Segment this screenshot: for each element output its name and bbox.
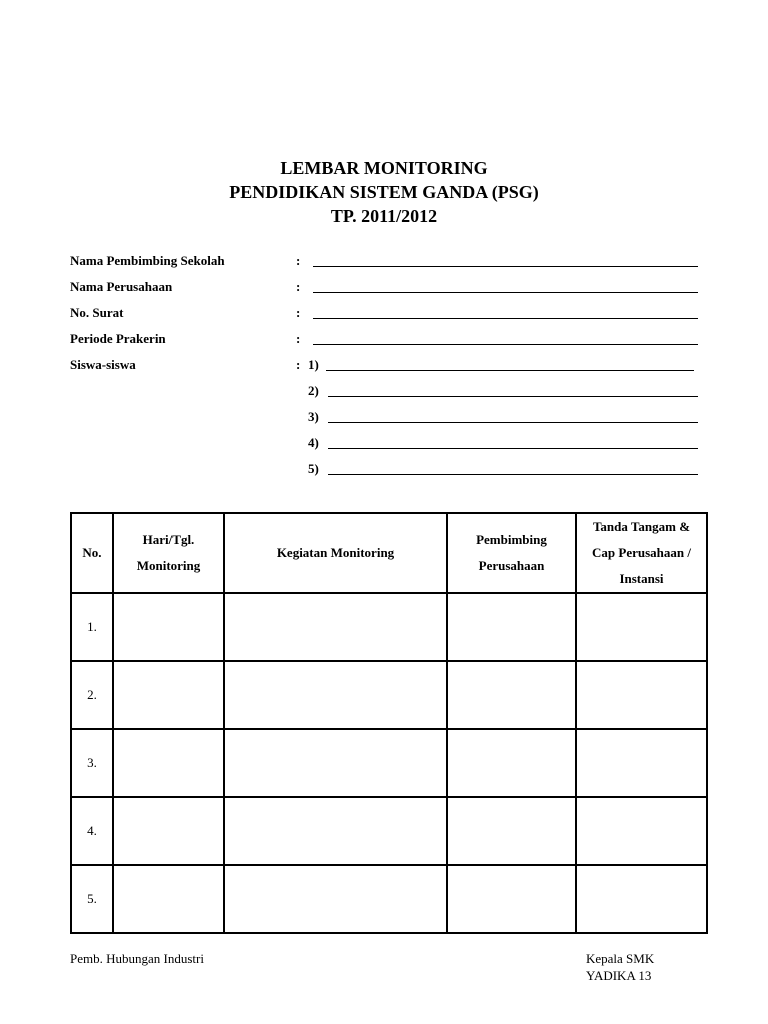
table-header-row bbox=[71, 513, 707, 593]
document-subtitle: PENDIDIKAN SISTEM GANDA (PSG) bbox=[229, 182, 539, 202]
cell-hari-tgl[interactable] bbox=[113, 729, 224, 797]
siswa-number: 1) bbox=[308, 357, 319, 372]
signature-hubungan-industri: Pemb. Hubungan Industri bbox=[70, 951, 204, 966]
column-header-pembimbing: Pembimbing Perusahaan bbox=[447, 513, 576, 593]
academic-year: TP. 2011/2012 bbox=[330, 206, 438, 226]
siswa-number: 5) bbox=[308, 461, 319, 476]
table-row bbox=[71, 661, 707, 729]
cell-pembimbing[interactable] bbox=[447, 865, 576, 933]
colon: : bbox=[296, 305, 301, 320]
cell-tanda-tangan[interactable] bbox=[576, 797, 707, 865]
document-title: LEMBAR MONITORING bbox=[280, 158, 488, 178]
column-header-tanda-tangan: Tanda Tangam & Cap Perusahaan / Instansi bbox=[576, 513, 707, 593]
siswa-line-4[interactable] bbox=[328, 448, 698, 449]
colon: : bbox=[296, 357, 301, 372]
siswa-number: 3) bbox=[308, 409, 319, 424]
monitoring-table bbox=[70, 512, 708, 934]
column-header-no: No. bbox=[71, 513, 113, 593]
cell-kegiatan[interactable] bbox=[224, 729, 447, 797]
cell-pembimbing[interactable] bbox=[447, 797, 576, 865]
colon: : bbox=[296, 253, 301, 268]
row-number: 3. bbox=[71, 729, 113, 797]
cell-hari-tgl[interactable] bbox=[113, 661, 224, 729]
colon: : bbox=[296, 279, 301, 294]
table-row bbox=[71, 797, 707, 865]
row-number: 1. bbox=[71, 593, 113, 661]
cell-pembimbing[interactable] bbox=[447, 661, 576, 729]
cell-tanda-tangan[interactable] bbox=[576, 729, 707, 797]
siswa-line-1[interactable] bbox=[326, 370, 694, 371]
cell-kegiatan[interactable] bbox=[224, 865, 447, 933]
table-row bbox=[71, 729, 707, 797]
row-number: 5. bbox=[71, 865, 113, 933]
table-row bbox=[71, 593, 707, 661]
cell-pembimbing[interactable] bbox=[447, 593, 576, 661]
column-header-kegiatan: Kegiatan Monitoring bbox=[224, 513, 447, 593]
row-number: 2. bbox=[71, 661, 113, 729]
siswa-line-2[interactable] bbox=[328, 396, 698, 397]
no-surat-line[interactable] bbox=[313, 318, 698, 319]
pembimbing-sekolah-line[interactable] bbox=[313, 266, 698, 267]
cell-tanda-tangan[interactable] bbox=[576, 661, 707, 729]
row-number: 4. bbox=[71, 797, 113, 865]
perusahaan-line[interactable] bbox=[313, 292, 698, 293]
column-header-hari-tgl: Hari/Tgl. Monitoring bbox=[113, 513, 224, 593]
no-surat-label: No. Surat bbox=[70, 305, 124, 320]
siswa-number: 2) bbox=[308, 383, 319, 398]
cell-hari-tgl[interactable] bbox=[113, 797, 224, 865]
siswa-label: Siswa-siswa bbox=[70, 357, 136, 372]
perusahaan-label: Nama Perusahaan bbox=[70, 279, 173, 294]
cell-kegiatan[interactable] bbox=[224, 797, 447, 865]
school-name: YADIKA 13 bbox=[586, 968, 652, 983]
siswa-number: 4) bbox=[308, 435, 319, 450]
periode-prakerin-label: Periode Prakerin bbox=[70, 331, 166, 346]
cell-kegiatan[interactable] bbox=[224, 593, 447, 661]
cell-tanda-tangan[interactable] bbox=[576, 865, 707, 933]
signature-kepala-smk: Kepala SMK bbox=[586, 951, 655, 966]
colon: : bbox=[296, 331, 301, 346]
cell-hari-tgl[interactable] bbox=[113, 593, 224, 661]
siswa-line-3[interactable] bbox=[328, 422, 698, 423]
cell-tanda-tangan[interactable] bbox=[576, 593, 707, 661]
table-row bbox=[71, 865, 707, 933]
cell-hari-tgl[interactable] bbox=[113, 865, 224, 933]
siswa-line-5[interactable] bbox=[328, 474, 698, 475]
pembimbing-sekolah-label: Nama Pembimbing Sekolah bbox=[70, 253, 225, 268]
periode-prakerin-line[interactable] bbox=[313, 344, 698, 345]
cell-pembimbing[interactable] bbox=[447, 729, 576, 797]
cell-kegiatan[interactable] bbox=[224, 661, 447, 729]
